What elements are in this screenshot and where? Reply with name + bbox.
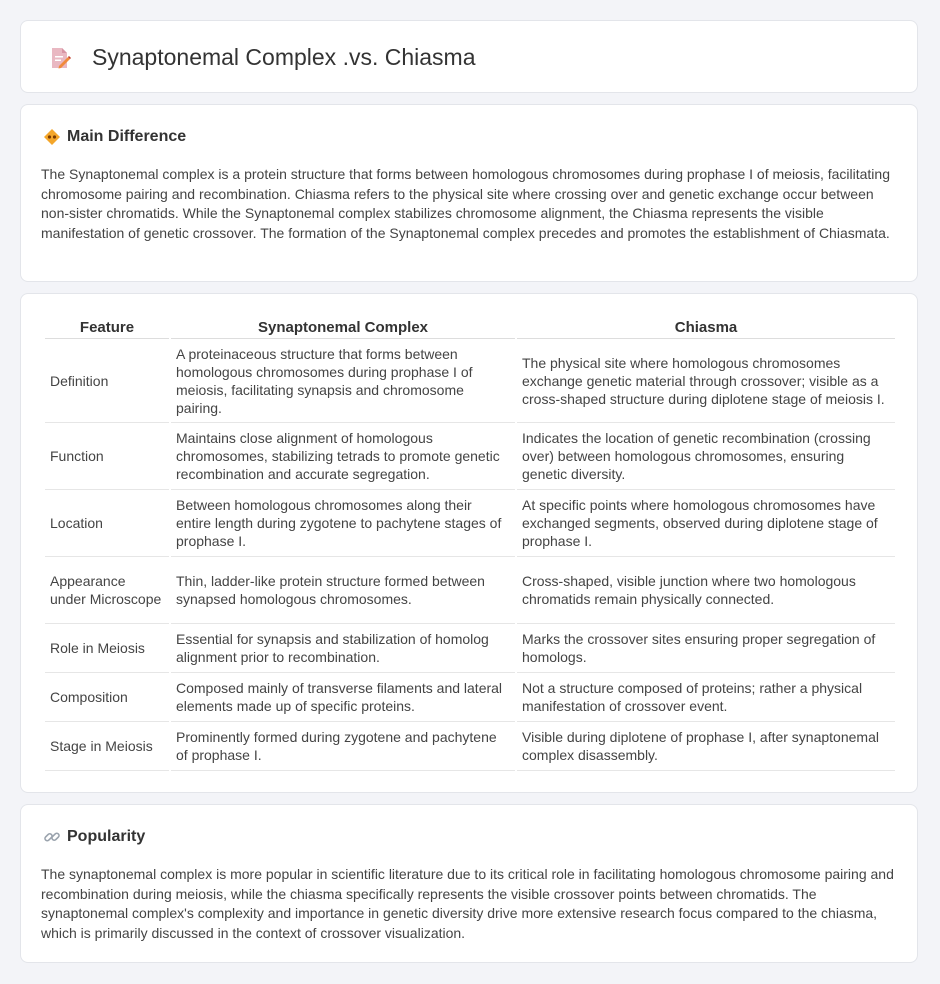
chiasma-cell: The physical site where homologous chromosomes exchange genetic material through crossover; visible as a cross-shaped structure during diplotene stage of meiosis I. <box>517 339 895 423</box>
main-difference-heading: Main Difference <box>67 128 187 145</box>
comparison-table <box>43 316 897 771</box>
header-feature: Feature <box>45 316 169 339</box>
header-chiasma: Chiasma <box>517 316 895 339</box>
synaptonemal-cell: Between homologous chromosomes along their entire length during zygotene to pachytene stages of prophase I. <box>171 490 515 557</box>
popularity-header <box>43 828 145 846</box>
chiasma-cell: Indicates the location of genetic recombination (crossing over) between homologous chromosomes, ensuring genetic diversity. <box>517 423 895 490</box>
table-row <box>45 624 895 673</box>
table-row <box>45 423 895 490</box>
synaptonemal-cell: Composed mainly of transverse filaments and lateral elements made up of specific proteins. <box>171 673 515 722</box>
page-title: Synaptonemal Complex .vs. Chiasma <box>92 44 476 70</box>
table-row <box>45 673 895 722</box>
popularity-text: The synaptonemal complex is more popular in scientific literature due to its critical role in facilitating homologous chromosome pairing and recombination during meiosis, while the chiasma specifically represents the visible crossover points between chromatids. The synaptonemal complex's complexity and importance in genetic diversity drive more extensive research focus compared to the chiasma, which is primarily discussed in the context of crossover visualization. <box>41 866 894 941</box>
synaptonemal-cell: A proteinaceous structure that forms between homologous chromosomes during prophase I of meiosis, facilitating synapsis and chromosome pairing. <box>171 339 515 423</box>
table-header-row <box>45 316 895 339</box>
synaptonemal-cell: Thin, ladder-like protein structure formed between synapsed homologous chromosomes. <box>171 557 515 624</box>
table-row <box>45 490 895 557</box>
comparison-card <box>20 293 918 793</box>
chiasma-cell: At specific points where homologous chromosomes have exchanged segments, observed during diplotene stage of prophase I. <box>517 490 895 557</box>
main-difference-card <box>20 104 918 282</box>
diamond-icon <box>43 128 61 146</box>
main-difference-header <box>43 128 186 146</box>
main-difference-text: The Synaptonemal complex is a protein structure that forms between homologous chromosomes during prophase I of meiosis, facilitating chromosome pairing and recombination. Chiasma refers to the physical site where crossing over and genetic exchange occur between non-sister chromatids. While the Synaptonemal complex stabilizes chromosome alignment, the Chiasma represents the visible manifestation of genetic crossover. The formation of the Synaptonemal complex precedes and promotes the establishment of Chiasmata. <box>41 166 890 241</box>
chiasma-cell: Visible during diplotene of prophase I, after synaptonemal complex disassembly. <box>517 722 895 771</box>
popularity-card <box>20 804 918 963</box>
synaptonemal-cell: Maintains close alignment of homologous chromosomes, stabilizing tetrads to promote genetic recombination and accurate segregation. <box>171 423 515 490</box>
table-row <box>45 722 895 771</box>
feature-cell: Composition <box>45 673 169 722</box>
feature-cell: Appearance under Microscope <box>45 557 169 624</box>
chiasma-cell: Marks the crossover sites ensuring proper segregation of homologs. <box>517 624 895 673</box>
synaptonemal-cell: Prominently formed during zygotene and pachytene of prophase I. <box>171 722 515 771</box>
chiasma-cell: Not a structure composed of proteins; rather a physical manifestation of crossover event. <box>517 673 895 722</box>
chiasma-cell: Cross-shaped, visible junction where two homologous chromatids remain physically connected. <box>517 557 895 624</box>
header-synaptonemal: Synaptonemal Complex <box>171 316 515 339</box>
feature-cell: Definition <box>45 339 169 423</box>
table-row <box>45 557 895 624</box>
feature-cell: Stage in Meiosis <box>45 722 169 771</box>
feature-cell: Location <box>45 490 169 557</box>
popularity-heading: Popularity <box>67 828 146 845</box>
table-row <box>45 339 895 423</box>
feature-cell: Role in Meiosis <box>45 624 169 673</box>
document-pencil-icon <box>49 47 71 69</box>
link-icon <box>43 828 61 846</box>
synaptonemal-cell: Essential for synapsis and stabilization of homolog alignment prior to recombination. <box>171 624 515 673</box>
header-card <box>20 20 918 93</box>
feature-cell: Function <box>45 423 169 490</box>
